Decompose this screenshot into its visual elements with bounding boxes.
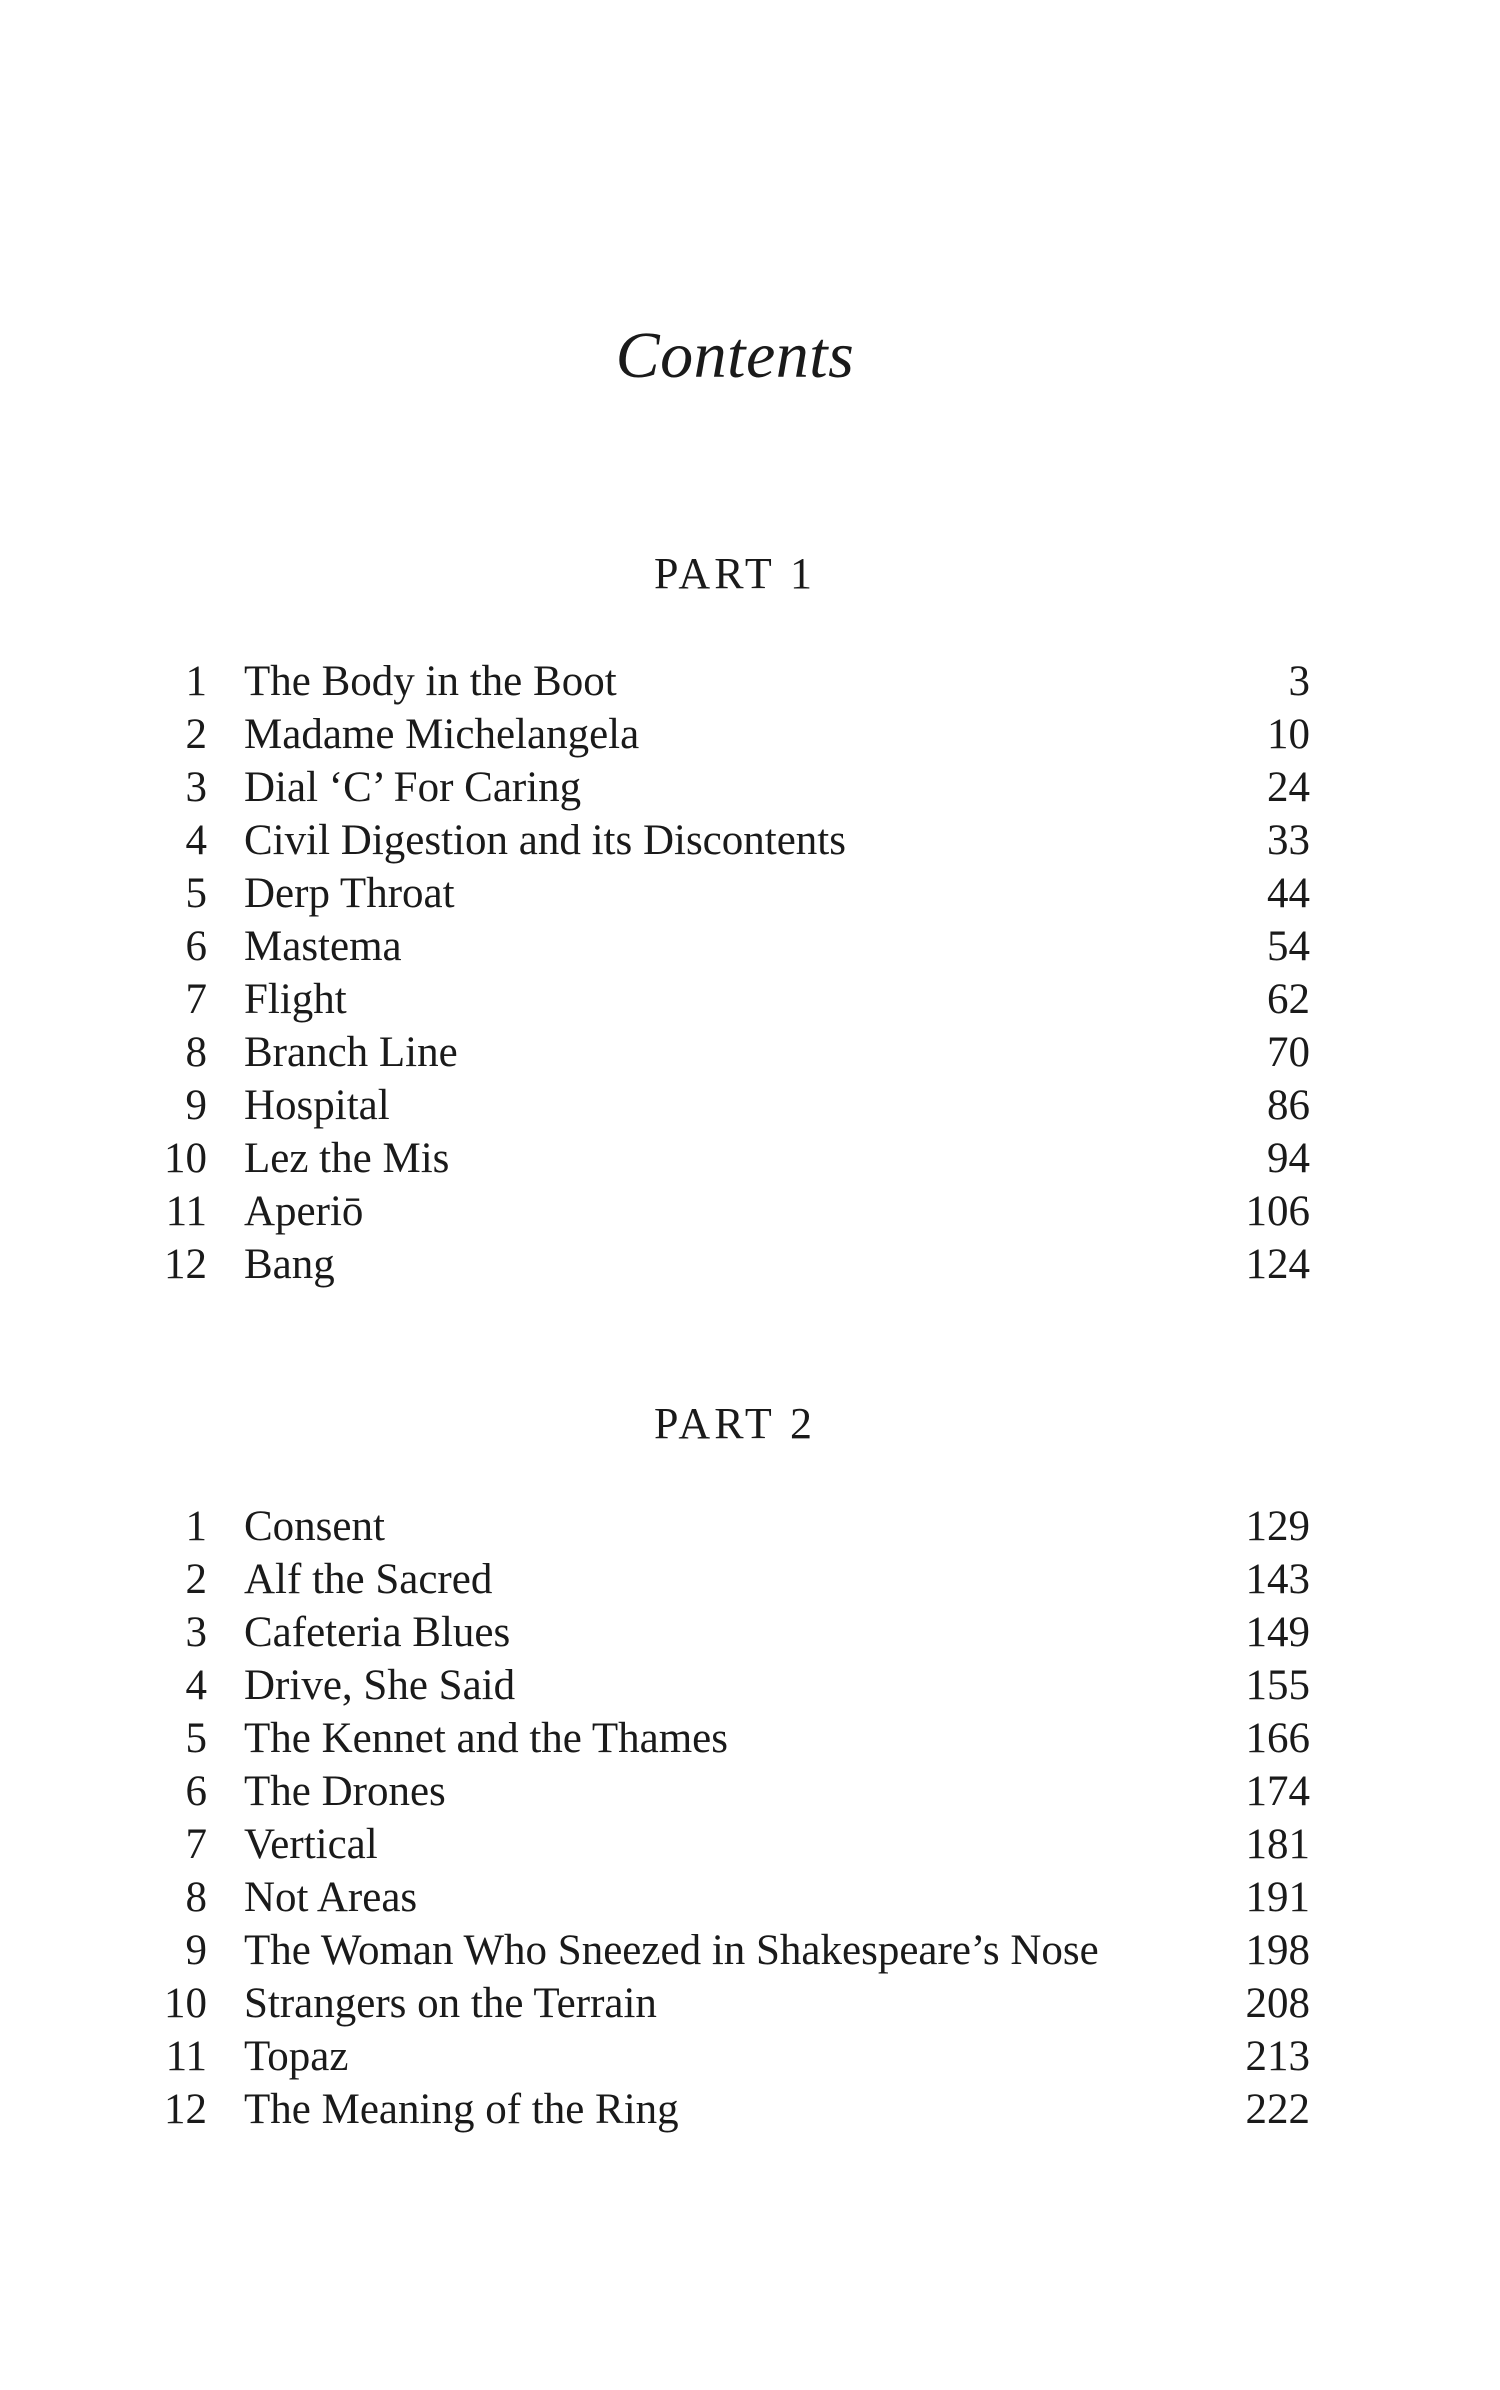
chapter-page-number: 198 <box>1245 1927 1310 1974</box>
part-1-chapter-list <box>145 655 1310 1291</box>
part-2-heading: PART 2 <box>654 1399 816 1448</box>
chapter-title: Civil Digestion and its Discontents <box>244 817 846 864</box>
chapter-number: 8 <box>185 1029 207 1076</box>
chapter-page-number: 24 <box>1267 764 1310 811</box>
chapter-number: 1 <box>185 1503 207 1550</box>
chapter-title: Mastema <box>244 923 402 970</box>
toc-entry <box>145 814 1310 867</box>
chapter-title: Cafeteria Blues <box>244 1609 511 1656</box>
toc-entry <box>145 2083 1310 2136</box>
chapter-page-number: 44 <box>1267 870 1310 917</box>
part-2-chapter-list <box>145 1500 1310 2136</box>
toc-entry <box>145 655 1310 708</box>
chapter-page-number: 191 <box>1245 1874 1310 1921</box>
chapter-number: 11 <box>165 1188 207 1235</box>
chapter-title: Bang <box>244 1241 335 1288</box>
page-title: Contents <box>615 319 855 392</box>
chapter-number: 5 <box>185 870 207 917</box>
toc-entry <box>145 1026 1310 1079</box>
chapter-title: Derp Throat <box>244 870 455 917</box>
chapter-page-number: 174 <box>1245 1768 1310 1815</box>
chapter-title: The Woman Who Sneezed in Shakespeare’s Nose <box>244 1927 1099 1974</box>
toc-entry <box>145 1712 1310 1765</box>
toc-entry <box>145 708 1310 761</box>
chapter-title: The Meaning of the Ring <box>244 2086 679 2133</box>
toc-entry <box>145 1606 1310 1659</box>
chapter-number: 6 <box>185 923 207 970</box>
chapter-title: Not Areas <box>244 1874 418 1921</box>
chapter-number: 9 <box>185 1082 207 1129</box>
chapter-title: Lez the Mis <box>244 1135 450 1182</box>
chapter-page-number: 222 <box>1245 2086 1310 2133</box>
toc-entry <box>145 1871 1310 1924</box>
toc-entry <box>145 1765 1310 1818</box>
toc-entry <box>145 761 1310 814</box>
chapter-number: 10 <box>164 1135 207 1182</box>
chapter-number: 4 <box>185 817 207 864</box>
chapter-number: 3 <box>185 764 207 811</box>
chapter-title: Branch Line <box>244 1029 458 1076</box>
chapter-page-number: 10 <box>1267 711 1310 758</box>
chapter-title: The Drones <box>244 1768 446 1815</box>
chapter-title: Vertical <box>244 1821 378 1868</box>
chapter-title: Madame Michelangela <box>244 711 640 758</box>
chapter-title: The Body in the Boot <box>244 658 617 705</box>
chapter-title: Aperiō <box>244 1188 364 1235</box>
chapter-number: 2 <box>185 711 207 758</box>
chapter-page-number: 94 <box>1267 1135 1310 1182</box>
toc-entry <box>145 1924 1310 1977</box>
toc-entry <box>145 973 1310 1026</box>
part-1-heading: PART 1 <box>654 549 816 598</box>
chapter-page-number: 155 <box>1245 1662 1310 1709</box>
toc-entry <box>145 1079 1310 1132</box>
chapter-number: 7 <box>185 976 207 1023</box>
chapter-number: 5 <box>185 1715 207 1762</box>
toc-entry <box>145 1238 1310 1291</box>
chapter-title: Alf the Sacred <box>244 1556 493 1603</box>
chapter-title: Strangers on the Terrain <box>244 1980 657 2027</box>
chapter-title: Drive, She Said <box>244 1662 516 1709</box>
toc-entry <box>145 2030 1310 2083</box>
chapter-number: 4 <box>185 1662 207 1709</box>
chapter-page-number: 70 <box>1267 1029 1310 1076</box>
chapter-title: Hospital <box>244 1082 390 1129</box>
toc-entry <box>145 1659 1310 1712</box>
toc-entry <box>145 867 1310 920</box>
toc-entry <box>145 1185 1310 1238</box>
chapter-page-number: 208 <box>1245 1980 1310 2027</box>
chapter-page-number: 213 <box>1245 2033 1310 2080</box>
toc-entry <box>145 1553 1310 1606</box>
chapter-page-number: 143 <box>1245 1556 1310 1603</box>
chapter-page-number: 86 <box>1267 1082 1310 1129</box>
toc-entry <box>145 920 1310 973</box>
chapter-page-number: 129 <box>1245 1503 1310 1550</box>
toc-entry <box>145 1977 1310 2030</box>
toc-entry <box>145 1500 1310 1553</box>
chapter-page-number: 106 <box>1245 1188 1310 1235</box>
chapter-number: 12 <box>164 1241 207 1288</box>
chapter-page-number: 62 <box>1267 976 1310 1023</box>
chapter-number: 3 <box>185 1609 207 1656</box>
chapter-title: Dial ‘C’ For Caring <box>244 764 582 811</box>
chapter-number: 9 <box>185 1927 207 1974</box>
toc-entry <box>145 1132 1310 1185</box>
chapter-page-number: 166 <box>1245 1715 1310 1762</box>
chapter-number: 10 <box>164 1980 207 2027</box>
chapter-page-number: 124 <box>1245 1241 1310 1288</box>
chapter-number: 1 <box>185 658 207 705</box>
chapter-number: 12 <box>164 2086 207 2133</box>
chapter-number: 2 <box>185 1556 207 1603</box>
chapter-page-number: 149 <box>1245 1609 1310 1656</box>
chapter-number: 8 <box>185 1874 207 1921</box>
chapter-number: 11 <box>165 2033 207 2080</box>
chapter-page-number: 181 <box>1245 1821 1310 1868</box>
chapter-page-number: 33 <box>1267 817 1310 864</box>
chapter-title: Flight <box>244 976 347 1023</box>
chapter-title: The Kennet and the Thames <box>244 1715 728 1762</box>
chapter-page-number: 3 <box>1288 658 1310 705</box>
chapter-title: Consent <box>244 1503 385 1550</box>
toc-entry <box>145 1818 1310 1871</box>
chapter-page-number: 54 <box>1267 923 1310 970</box>
chapter-number: 7 <box>185 1821 207 1868</box>
chapter-number: 6 <box>185 1768 207 1815</box>
chapter-title: Topaz <box>244 2033 349 2080</box>
